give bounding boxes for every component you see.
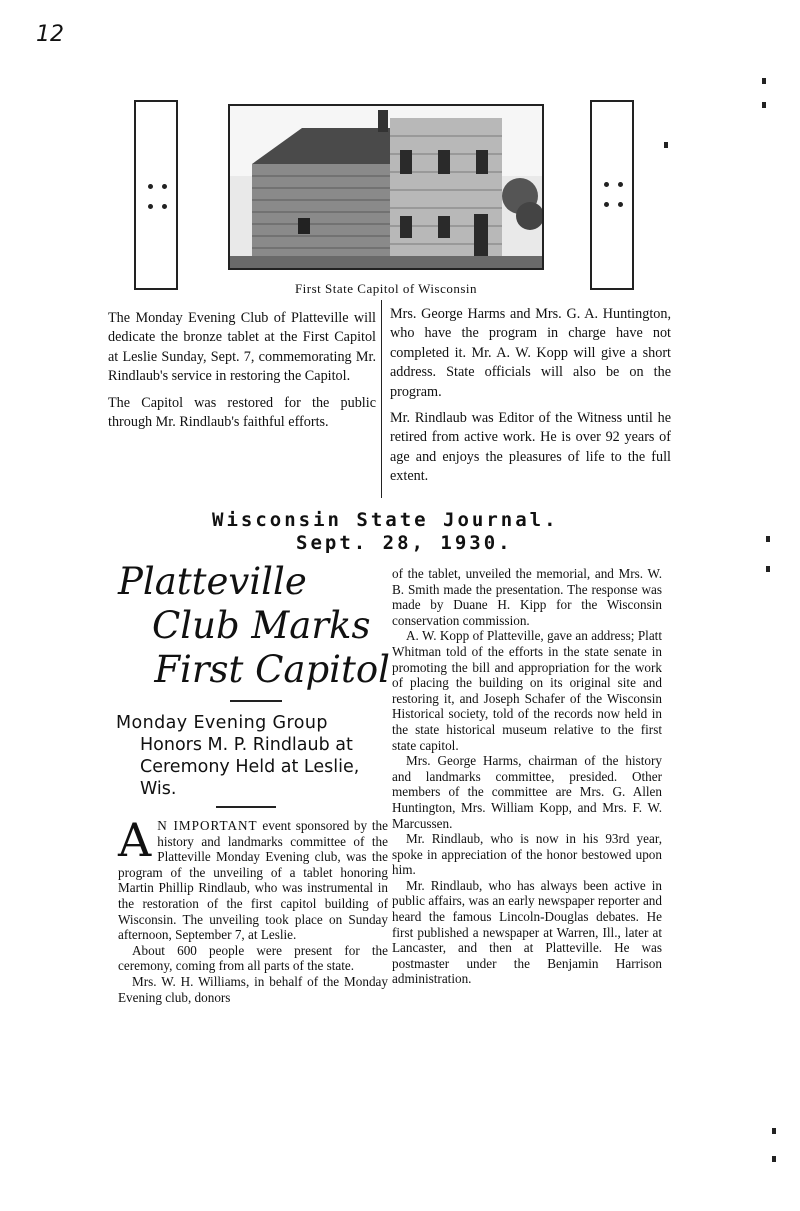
subhead-line: Ceremony Held at Leslie, bbox=[140, 757, 360, 777]
lead-text: event sponsored by the history and landmarks committee of the Platteville Monday Evening club, was the program of the unveiling of a tablet honoring Martin Phillip Rindlaub, who was instrumental in the restoration of the first capitol building of Wisconsin. The unveiling took place on Sunday afternoon, September 7, at Leslie. bbox=[118, 818, 388, 943]
source-publication: Wisconsin State Journal. bbox=[212, 509, 559, 531]
article-subhead bbox=[116, 712, 388, 800]
column-divider bbox=[381, 300, 382, 498]
paragraph: A. W. Kopp of Platteville, gave an address; Platt Whitman told of the efforts in the state senate in promoting the bill and appropriation for the work of placing the building on its original site and restoring it, and Joseph Schafer of the Wisconsin Historical society, told of the records now held in the state historical museum relative to the first state capitol. bbox=[392, 628, 662, 753]
capitol-building-illustration bbox=[230, 106, 542, 268]
paragraph: Mrs. W. H. Williams, in behalf of the Monday Evening club, donors bbox=[118, 973, 388, 1005]
subhead-rule bbox=[216, 806, 276, 808]
subhead-line: Wis. bbox=[140, 779, 177, 799]
paragraph: Mr. Rindlaub, who has always been active in public affairs, was an early newspaper reporter and heard the famous Lincoln-Douglas debates. He first published a newspaper at Warren, Ill., later at Lancaster, and then at Platteville. He was postmaster under the Benjamin Harrison administration. bbox=[392, 877, 662, 987]
source-date: Sept. 28, 1930. bbox=[296, 532, 513, 554]
capitol-photo bbox=[228, 104, 544, 270]
paragraph: Mrs. George Harms and Mrs. G. A. Huntington, who have the program in charge have not completed it. Mr. A. W. Kopp will give a short address. State officials will also be on the program. bbox=[390, 306, 671, 400]
scan-speck bbox=[664, 142, 668, 148]
article-right-column bbox=[392, 566, 662, 987]
scan-speck bbox=[772, 1128, 776, 1134]
paragraph: Mr. Rindlaub, who is now in his 93rd year, spoke in appreciation of the honor bestowed upon him. bbox=[392, 831, 662, 878]
lead-paragraph bbox=[118, 813, 388, 943]
scan-speck bbox=[766, 536, 770, 542]
headline-rule bbox=[230, 700, 282, 702]
headline-line: Club Marks bbox=[152, 604, 371, 647]
paragraph: About 600 people were present for the ceremony, coming from all parts of the state. bbox=[118, 942, 388, 974]
scan-speck bbox=[762, 102, 766, 108]
page-number: 12 bbox=[36, 22, 64, 47]
article-headline bbox=[104, 560, 390, 692]
scan-speck bbox=[766, 566, 770, 572]
left-ornament-frame bbox=[134, 100, 178, 290]
paragraph: The Monday Evening Club of Platteville will dedicate the bronze tablet at the First Capitol at Leslie Sunday, Sept. 7, commemorating Mr. Rindlaub's service in restoring the Capitol. bbox=[108, 310, 376, 385]
subhead-line: Honors M. P. Rindlaub at bbox=[140, 735, 353, 755]
top-article-left-column bbox=[108, 309, 376, 439]
drop-cap: A bbox=[118, 813, 152, 867]
top-article-right-column bbox=[390, 305, 671, 494]
scan-speck bbox=[772, 1156, 776, 1162]
paragraph: of the tablet, unveiled the memorial, and Mrs. W. B. Smith made the presentation. The response was made by Duane H. Kipp for the Wisconsin conservation commission. bbox=[392, 566, 662, 628]
paragraph: Mr. Rindlaub was Editor of the Witness until he retired from active work. He is over 92 years of age and enjoys the pleasures of life to the full extent. bbox=[390, 410, 671, 485]
headline-line: Platteville bbox=[118, 560, 307, 603]
headline-line: First Capitol bbox=[154, 648, 390, 691]
subhead-line: Monday Evening Group bbox=[116, 713, 328, 733]
scan-speck bbox=[762, 78, 766, 84]
paragraph: Mrs. George Harms, chairman of the history and landmarks committee, presided. Other members of the committee are Mrs. G. Allen Huntington, Mrs. William Kopp, and Mrs. F. W. Marcussen. bbox=[392, 753, 662, 831]
right-ornament-frame bbox=[590, 100, 634, 290]
article-left-column bbox=[118, 813, 388, 1005]
photo-caption: First State Capitol of Wisconsin bbox=[294, 281, 478, 296]
lead-caps: N IMPORTANT bbox=[157, 818, 258, 833]
paragraph: The Capitol was restored for the public through Mr. Rindlaub's faithful efforts. bbox=[108, 394, 376, 431]
